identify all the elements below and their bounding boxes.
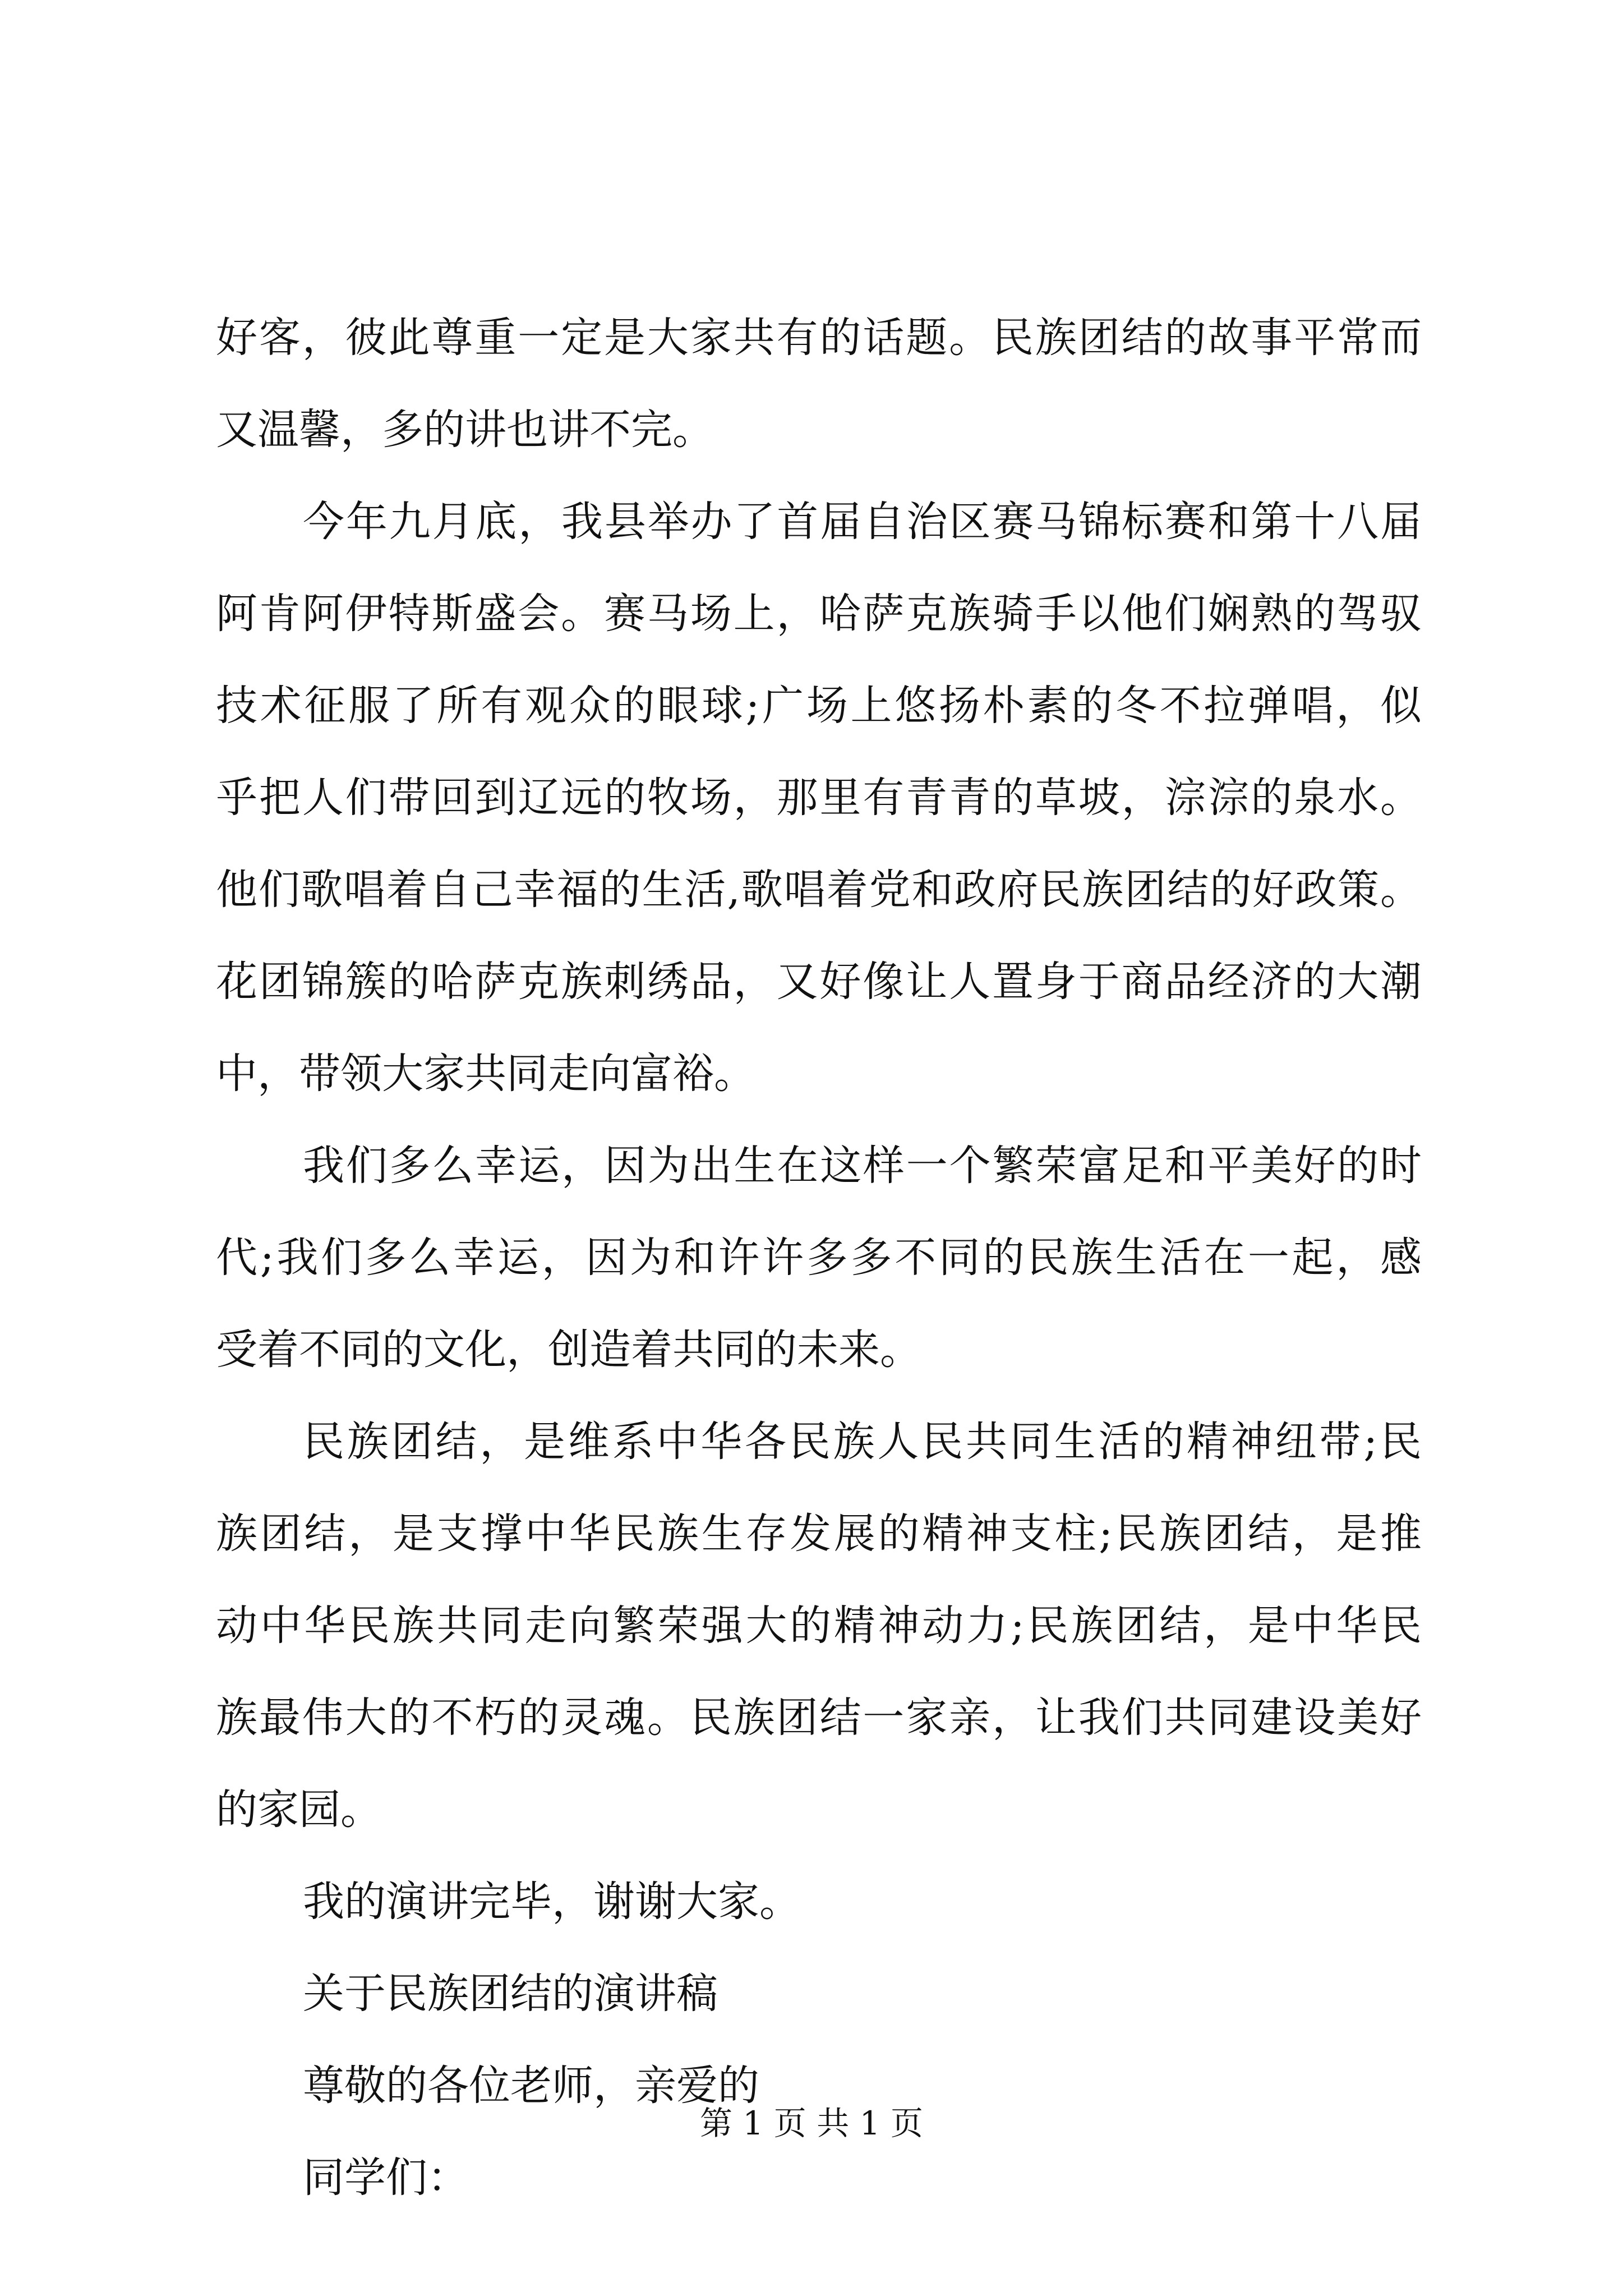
text-line: 的家园。	[216, 1786, 382, 1834]
text-line: 技术征服了所有观众的眼球;广场上悠扬朴素的冬不拉弹唱，似	[216, 682, 1422, 730]
text-line: 代;我们多么幸运，因为和许许多多不同的民族生活在一起，感	[216, 1234, 1422, 1282]
closing-line: 我的演讲完毕，谢谢大家。	[303, 1878, 801, 1926]
speech-title: 关于民族团结的演讲稿	[303, 1970, 718, 2018]
text-line: 好客，彼此尊重一定是大家共有的话题。民族团结的故事平常而	[216, 314, 1422, 362]
paragraph-start-line: 民族团结，是维系中华各民族人民共同生活的精神纽带;民	[303, 1418, 1422, 1466]
text-line: 中，带领大家共同走向富裕。	[216, 1050, 755, 1098]
page-number-footer: 第 1 页 共 1 页	[700, 2104, 923, 2142]
text-line: 族团结，是支撑中华民族生存发展的精神支柱;民族团结，是推	[216, 1510, 1422, 1558]
text-line: 花团锦簇的哈萨克族刺绣品，又好像让人置身于商品经济的大潮	[216, 958, 1422, 1006]
text-line: 受着不同的文化，创造着共同的未来。	[216, 1326, 921, 1374]
text-line: 乎把人们带回到辽远的牧场，那里有青青的草坡，淙淙的泉水。	[216, 774, 1422, 822]
text-line: 阿肯阿伊特斯盛会。赛马场上，哈萨克族骑手以他们娴熟的驾驭	[216, 590, 1422, 638]
text-line: 族最伟大的不朽的灵魂。民族团结一家亲，让我们共同建设美好	[216, 1694, 1422, 1742]
salutation-line: 尊敬的各位老师，亲爱的	[303, 2062, 759, 2110]
paragraph-start-line: 今年九月底，我县举办了首届自治区赛马锦标赛和第十八届	[303, 498, 1422, 546]
salutation-line: 同学们：	[303, 2154, 469, 2202]
text-line: 动中华民族共同走向繁荣强大的精神动力;民族团结，是中华民	[216, 1602, 1422, 1650]
text-line: 又温馨，多的讲也讲不完。	[216, 406, 714, 454]
document-body	[216, 292, 1422, 2224]
text-line: 他们歌唱着自己幸福的生活,歌唱着党和政府民族团结的好政策。	[216, 866, 1422, 914]
paragraph-start-line: 我们多么幸运，因为出生在这样一个繁荣富足和平美好的时	[303, 1142, 1422, 1190]
